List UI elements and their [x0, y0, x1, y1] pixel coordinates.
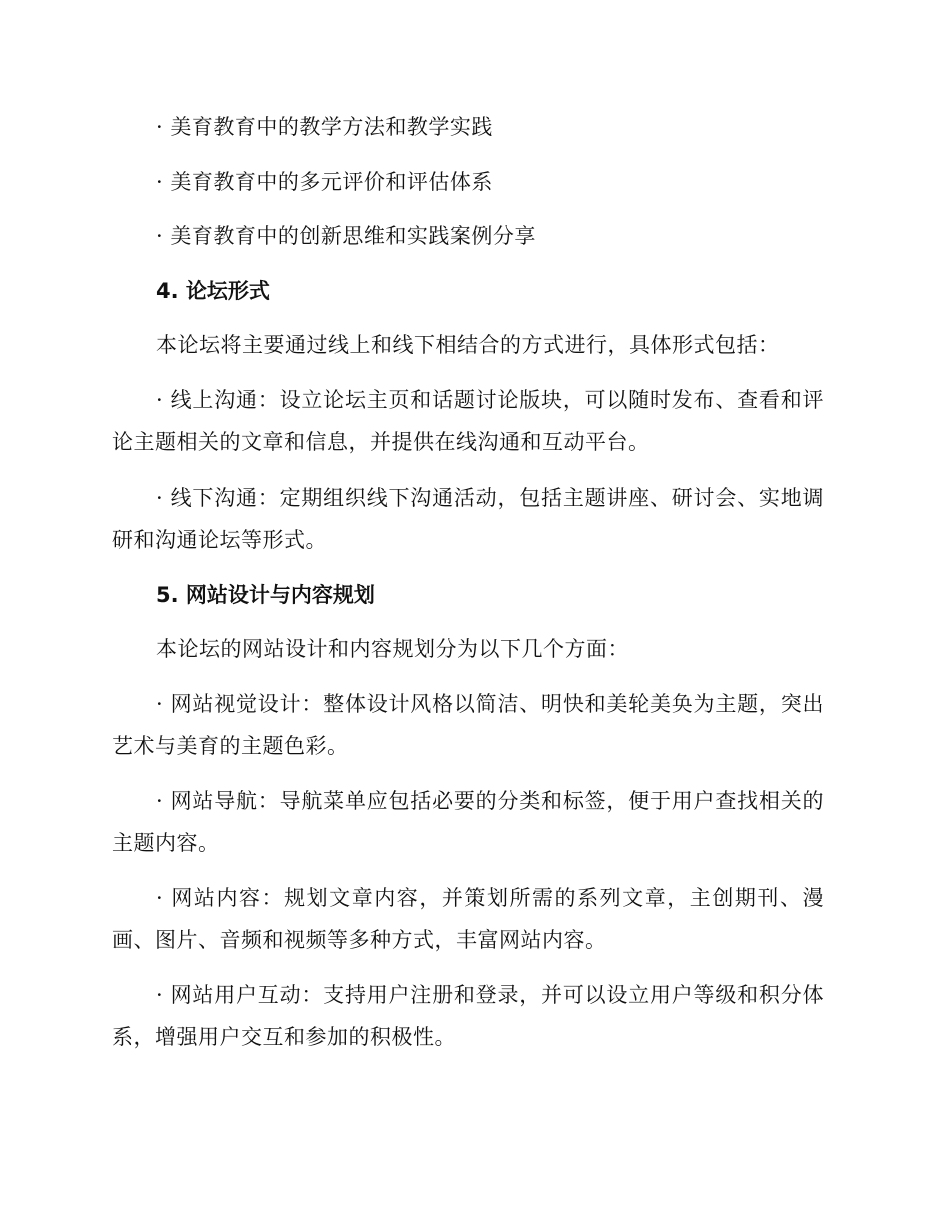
- bullet-offline-communication: · 线下沟通：定期组织线下沟通活动，包括主题讲座、研讨会、实地调研和沟通论坛等形式。: [112, 486, 824, 552]
- bullet-navigation: · 网站导航：导航菜单应包括必要的分类和标签，便于用户查找相关的主题内容。: [112, 789, 824, 855]
- bullet-teaching-methods: · 美育教育中的教学方法和教学实践: [156, 115, 493, 139]
- section-heading-website-design: 5. 网站设计与内容规划: [156, 583, 375, 607]
- bullet-online-communication: · 线上沟通：设立论坛主页和话题讨论版块，可以随时发布、查看和评论主题相关的文章和信息，并提供在线沟通和互动平台。: [112, 388, 824, 454]
- bullet-content: · 网站内容：规划文章内容，并策划所需的系列文章，主创期刊、漫画、图片、音频和视频等多种方式，丰富网站内容。: [112, 886, 824, 952]
- paragraph-forum-format-intro: 本论坛将主要通过线上和线下相结合的方式进行，具体形式包括：: [156, 333, 780, 357]
- section-heading-forum-format: 4. 论坛形式: [156, 279, 270, 303]
- paragraph-website-design-intro: 本论坛的网站设计和内容规划分为以下几个方面：: [156, 637, 629, 661]
- bullet-evaluation-system: · 美育教育中的多元评价和评估体系: [156, 170, 493, 194]
- bullet-visual-design: · 网站视觉设计：整体设计风格以简洁、明快和美轮美奂为主题，突出艺术与美育的主题色彩。: [112, 692, 824, 758]
- bullet-innovation-cases: · 美育教育中的创新思维和实践案例分享: [156, 224, 536, 248]
- bullet-user-interaction: · 网站用户互动：支持用户注册和登录，并可以设立用户等级和积分体系，增强用户交互和参加的积极性。: [112, 983, 824, 1049]
